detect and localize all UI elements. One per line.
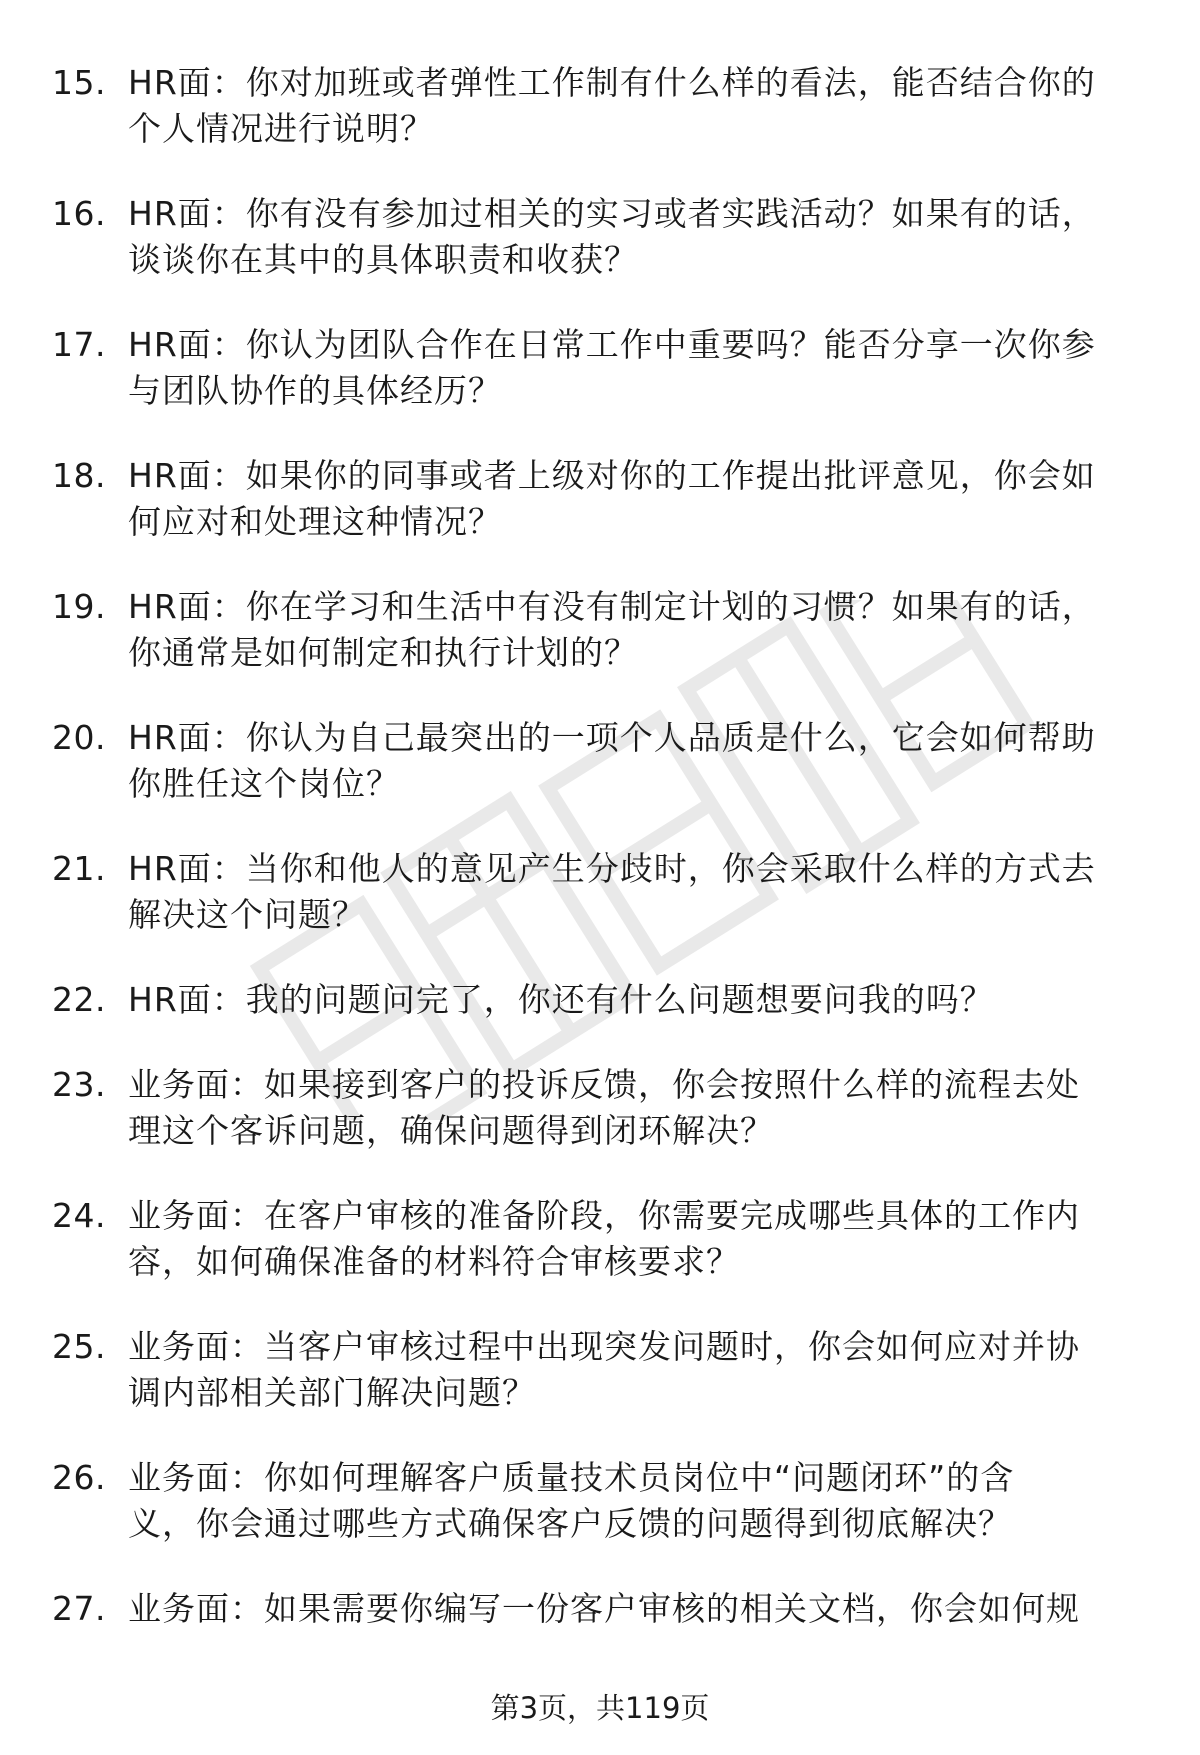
question-number: 27. <box>52 1589 106 1628</box>
question-number: 16. <box>52 194 106 233</box>
question-item <box>0 1447 1200 1578</box>
question-line: 调内部相关部门解决问题？ <box>128 1373 536 1412</box>
question-line: 你胜任这个岗位？ <box>128 764 400 803</box>
question-number: 22. <box>52 980 106 1019</box>
question-list <box>0 52 1200 1658</box>
question-line: HR面：你认为团队合作在日常工作中重要吗？能否分享一次你参 <box>128 325 1096 364</box>
question-text <box>128 1586 1158 1632</box>
question-line: 业务面：如果接到客户的投诉反馈，你会按照什么样的流程去处 <box>128 1065 1080 1104</box>
question-item <box>0 445 1200 576</box>
question-line: HR面：你在学习和生活中有没有制定计划的习惯？如果有的话， <box>128 587 1096 626</box>
question-line: 业务面：在客户审核的准备阶段，你需要完成哪些具体的工作内 <box>128 1196 1080 1235</box>
question-text <box>128 60 1158 152</box>
question-item <box>0 969 1200 1054</box>
question-line: 业务面：当客户审核过程中出现突发问题时，你会如何应对并协 <box>128 1327 1080 1366</box>
question-line: 容，如何确保准备的材料符合审核要求？ <box>128 1242 740 1281</box>
question-number: 25. <box>52 1327 106 1366</box>
question-text <box>128 453 1158 545</box>
question-text <box>128 322 1158 414</box>
question-text <box>128 1193 1158 1285</box>
question-text <box>128 846 1158 938</box>
question-number: 24. <box>52 1196 106 1235</box>
question-line: 业务面：你如何理解客户质量技术员岗位中“问题闭环”的含 <box>128 1458 1015 1497</box>
question-text <box>128 715 1158 807</box>
question-line: 你通常是如何制定和执行计划的？ <box>128 633 638 672</box>
question-line: 个人情况进行说明？ <box>128 109 434 148</box>
question-number: 15. <box>52 63 106 102</box>
question-line: 解决这个问题？ <box>128 895 366 934</box>
question-line: 谈谈你在其中的具体职责和收获？ <box>128 240 638 279</box>
question-text <box>128 191 1158 283</box>
question-number: 26. <box>52 1458 106 1497</box>
question-number: 18. <box>52 456 106 495</box>
question-line: HR面：如果你的同事或者上级对你的工作提出批评意见，你会如 <box>128 456 1096 495</box>
question-item <box>0 52 1200 183</box>
question-number: 21. <box>52 849 106 888</box>
question-item <box>0 838 1200 969</box>
question-text <box>128 584 1158 676</box>
question-line: HR面：你对加班或者弹性工作制有什么样的看法，能否结合你的 <box>128 63 1096 102</box>
question-item <box>0 1185 1200 1316</box>
question-item <box>0 1316 1200 1447</box>
question-text <box>128 1455 1158 1547</box>
question-item <box>0 1054 1200 1185</box>
question-item <box>0 1578 1200 1658</box>
question-text <box>128 1324 1158 1416</box>
question-item <box>0 707 1200 838</box>
question-item <box>0 183 1200 314</box>
question-line: 何应对和处理这种情况？ <box>128 502 502 541</box>
question-item <box>0 314 1200 445</box>
question-number: 17. <box>52 325 106 364</box>
question-line: 义，你会通过哪些方式确保客户反馈的问题得到彻底解决？ <box>128 1504 1012 1543</box>
question-number: 23. <box>52 1065 106 1104</box>
question-item <box>0 576 1200 707</box>
question-number: 19. <box>52 587 106 626</box>
question-number: 20. <box>52 718 106 757</box>
page-number-footer: 第3页，共119页 <box>490 1691 710 1725</box>
question-line: 与团队协作的具体经历？ <box>128 371 502 410</box>
question-line: HR面：你认为自己最突出的一项个人品质是什么，它会如何帮助 <box>128 718 1096 757</box>
question-text <box>128 977 1158 1023</box>
question-line: 业务面：如果需要你编写一份客户审核的相关文档，你会如何规 <box>128 1589 1080 1628</box>
question-line: 理这个客诉问题，确保问题得到闭环解决？ <box>128 1111 774 1150</box>
question-line: HR面：你有没有参加过相关的实习或者实践活动？如果有的话， <box>128 194 1096 233</box>
question-text <box>128 1062 1158 1154</box>
question-line: HR面：当你和他人的意见产生分歧时，你会采取什么样的方式去 <box>128 849 1096 888</box>
question-line: HR面：我的问题问完了，你还有什么问题想要问我的吗？ <box>128 980 994 1019</box>
